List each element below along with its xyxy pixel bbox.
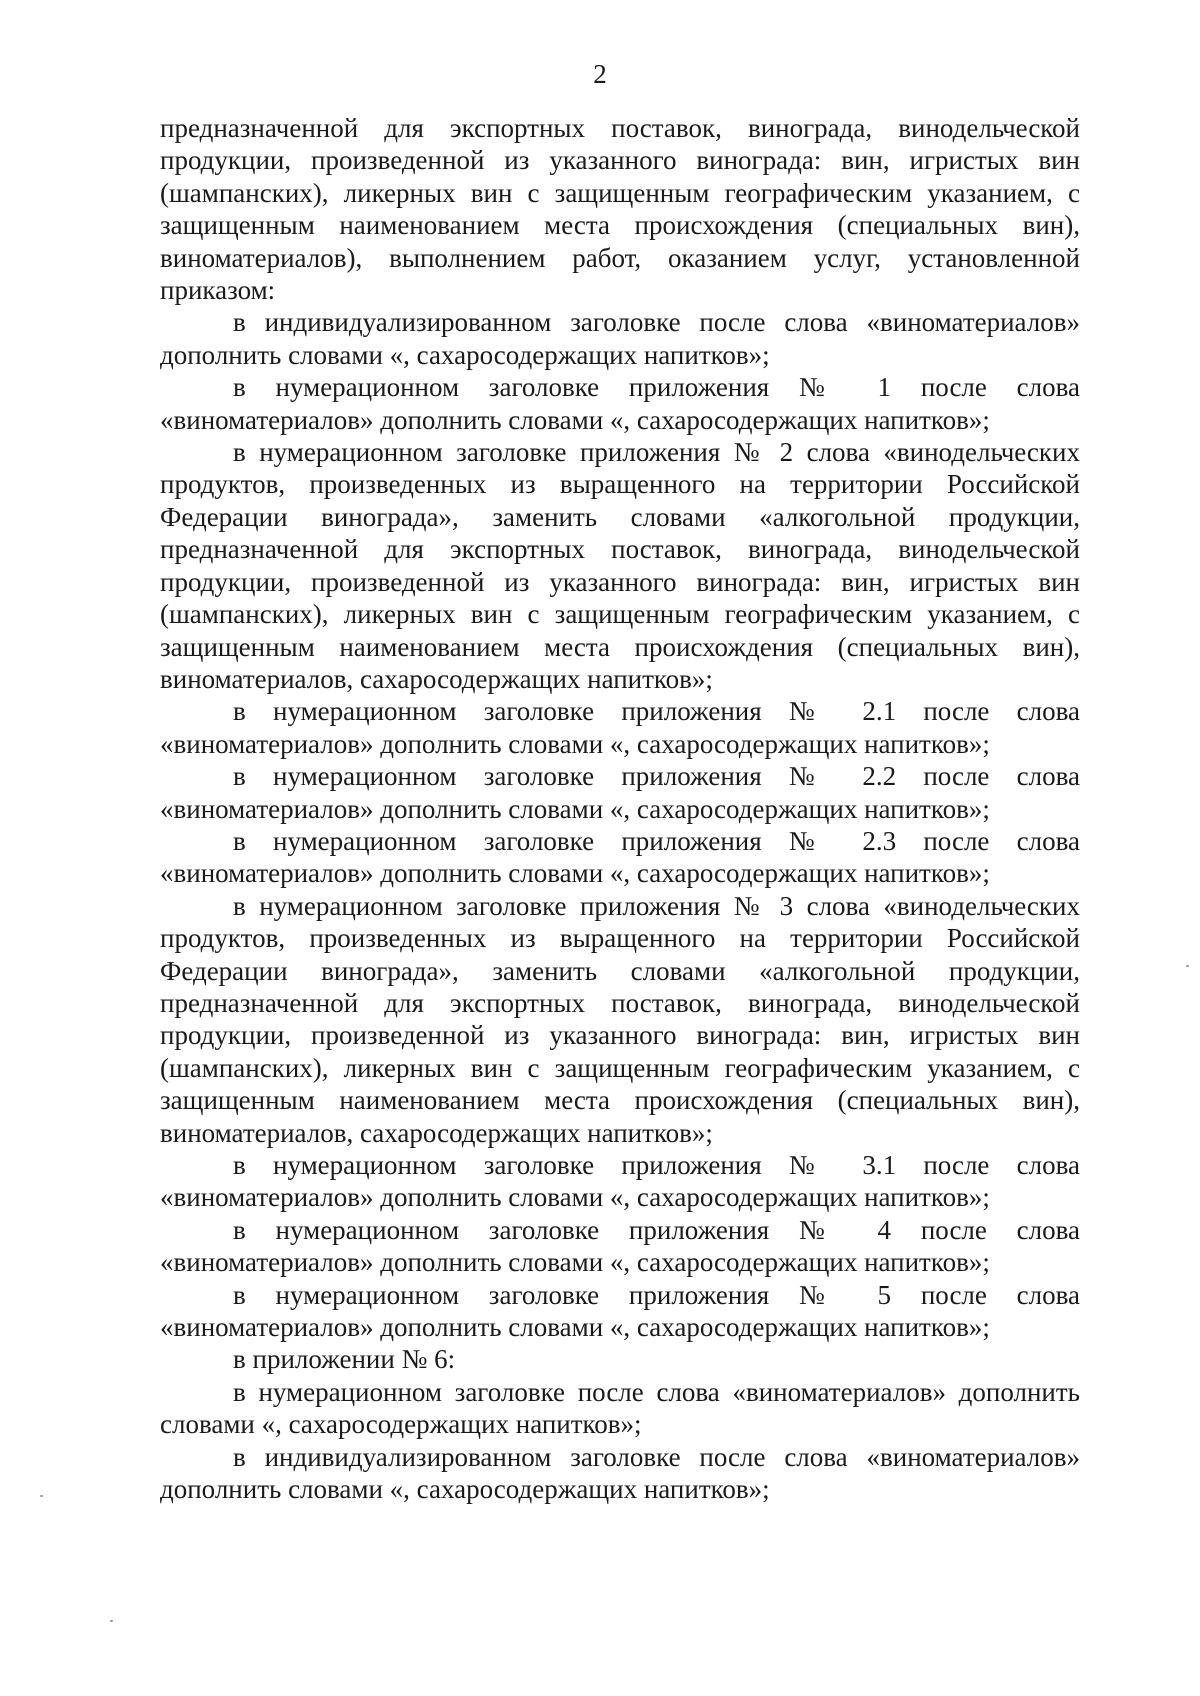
paragraph: в нумерационном заголовке приложения № 2.3 после слова «виноматериалов» дополнить словами «, сахаросодержащих напитков»; [160, 825, 1080, 889]
paragraph: в нумерационном заголовке приложения № 3.1 после слова «виноматериалов» дополнить словами «, сахаросодержащих напитков»; [160, 1150, 1080, 1213]
paragraph: в нумерационном заголовке после слова «виноматериалов» дополнить словами «, сахаросодержащих напитков»; [160, 1376, 1080, 1440]
document-body [160, 112, 1080, 1505]
paragraph: в нумерационном заголовке приложения № 1 после слова «виноматериалов» дополнить словами «, сахаросодержащих напитков»; [160, 372, 1080, 435]
page-number: 2 [593, 59, 607, 89]
paragraph: в нумерационном заголовке приложения № 2.2 после слова «виноматериалов» дополнить словами «, сахаросодержащих напитков»; [160, 761, 1080, 824]
paragraph: в нумерационном заголовке приложения № 5 после слова «виноматериалов» дополнить словами «, сахаросодержащих напитков»; [160, 1279, 1080, 1343]
paragraph: предназначенной для экспортных поставок, винограда, винодельческой продукции, произведенной из указанного винограда: вин, игристых вин (шампанских), ликерных вин с защищенным географическим указанием, с защищенным наименованием места происхождения (специальных вин), виноматериалов), выполнением работ, оказанием услуг, установленной приказом: [160, 113, 1080, 306]
paragraph: в нумерационном заголовке приложения № 3 слова «винодельческих продуктов, произведенных из выращенного на территории Российской Федерации винограда», заменить словами «алкогольной продукции, предназначенной для экспортных поставок, винограда, винодельческой продукции, произведенной из указанного винограда: вин, игристых вин (шампанских), ликерных вин с защищенным географическим указанием, с защищенным наименованием места происхождения (специальных вин), виноматериалов, сахаросодержащих напитков»; [160, 890, 1080, 1148]
scan-speck [40, 1495, 43, 1497]
scan-speck [1186, 965, 1189, 967]
paragraph: в нумерационном заголовке приложения № 2.1 после слова «виноматериалов» дополнить словами «, сахаросодержащих напитков»; [160, 696, 1080, 759]
paragraph: в индивидуализированном заголовке после слова «виноматериалов» дополнить словами «, сахаросодержащих напитков»; [160, 307, 1080, 370]
paragraph: в нумерационном заголовке приложения № 2 слова «винодельческих продуктов, произведенных из выращенного на территории Российской Федерации винограда», заменить словами «алкогольной продукции, предназначенной для экспортных поставок, винограда, винодельческой продукции, произведенной из указанного винограда: вин, игристых вин (шампанских), ликерных вин с защищенным географическим указанием, с защищенным наименованием места происхождения (специальных вин), виноматериалов, сахаросодержащих напитков»; [160, 437, 1080, 694]
paragraph: в нумерационном заголовке приложения № 4 после слова «виноматериалов» дополнить словами «, сахаросодержащих напитков»; [160, 1214, 1080, 1278]
scan-speck [110, 1620, 113, 1622]
paragraph: в приложении № 6: [233, 1344, 456, 1375]
paragraph: в индивидуализированном заголовке после слова «виноматериалов» дополнить словами «, сахаросодержащих напитков»; [160, 1441, 1080, 1505]
